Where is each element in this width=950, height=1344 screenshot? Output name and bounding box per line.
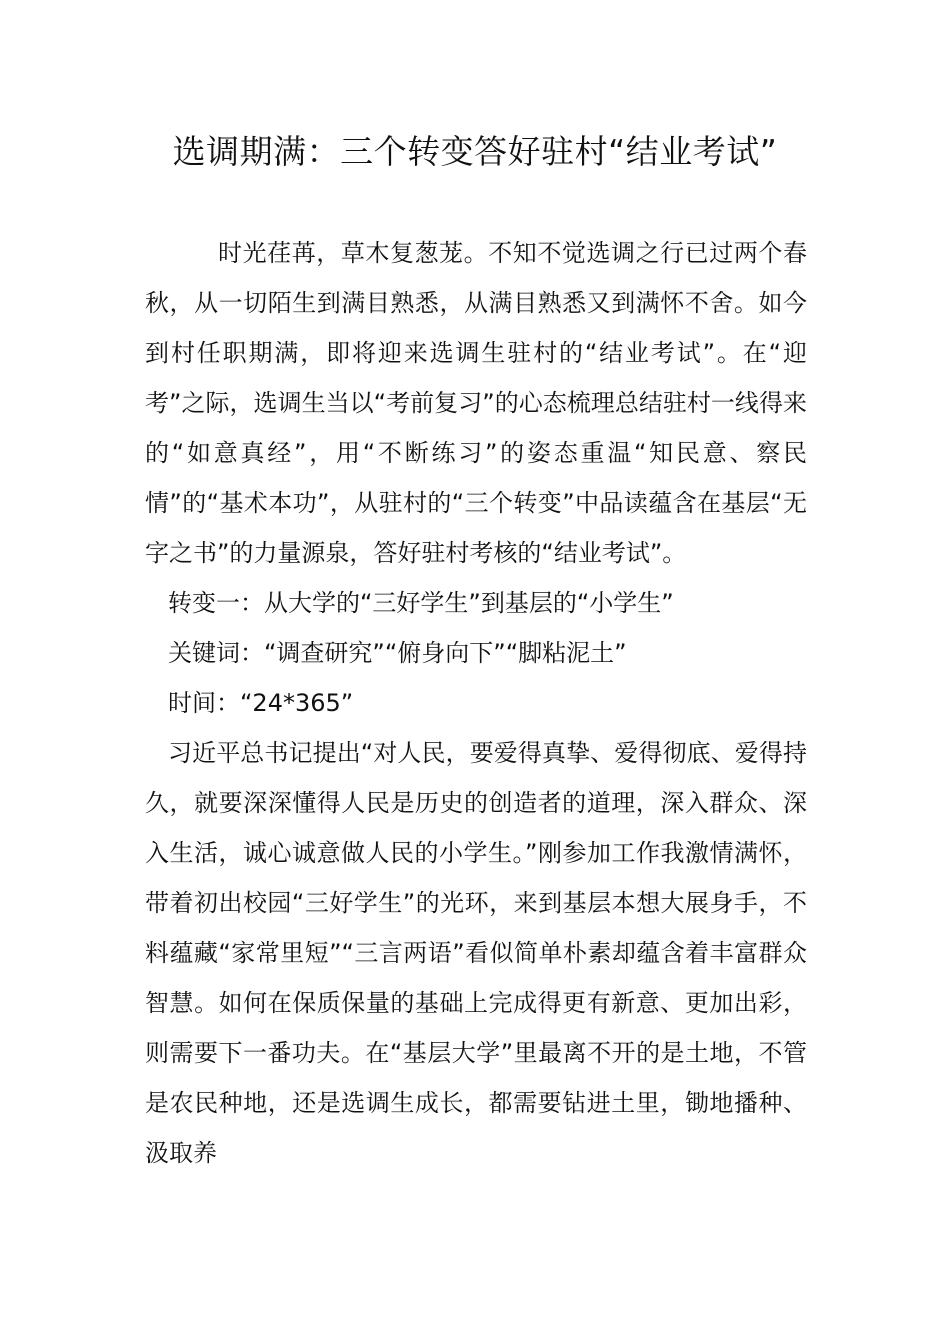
section-heading: 转变一：从大学的“三好学生”到基层的“小学生” xyxy=(168,589,674,617)
keywords-line: 关键词：“调查研究”“俯身向下”“脚粘泥土” xyxy=(168,639,627,667)
document-title: 选调期满：三个转变答好驻村“结业考试” xyxy=(172,132,778,171)
time-line: 时间：“24*365” xyxy=(168,689,354,717)
intro-paragraph: 时光荏苒，草木复葱茏。不知不觉选调之行已过两个春秋，从一切陌生到满目熟悉，从满目熟悉又到满怀不舍。如今到村任职期满，即将迎来选调生驻村的“结业考试”。在“迎考”之际，选调生当以“考前复习”的心态梳理总结驻村一线得来的“如意真经”，用“不断练习”的姿态重温“知民意、察民情”的“基术本功”，从驻村的“三个转变”中品读蕴含在基层“无字之书”的力量源泉，答好驻村考核的“结业考试”。 xyxy=(145,239,807,567)
body-paragraph: 习近平总书记提出“对人民，要爱得真挚、爱得彻底、爱得持久，就要深深懂得人民是历史的创造者的道理，深入群众、深入生活，诚心诚意做人民的小学生。”刚参加工作我激情满怀，带着初出校园“三好学生”的光环，来到基层本想大展身手，不料蕴藏“家常里短”“三言两语”看似简单朴素却蕴含着丰富群众智慧。如何在保质保量的基础上完成得更有新意、更加出彩，则需要下一番功夫。在“基层大学”里最离不开的是土地，不管是农民种地，还是选调生成长，都需要钻进土里，锄地播种、汲取养 xyxy=(145,739,807,1167)
document-body xyxy=(145,228,807,1178)
